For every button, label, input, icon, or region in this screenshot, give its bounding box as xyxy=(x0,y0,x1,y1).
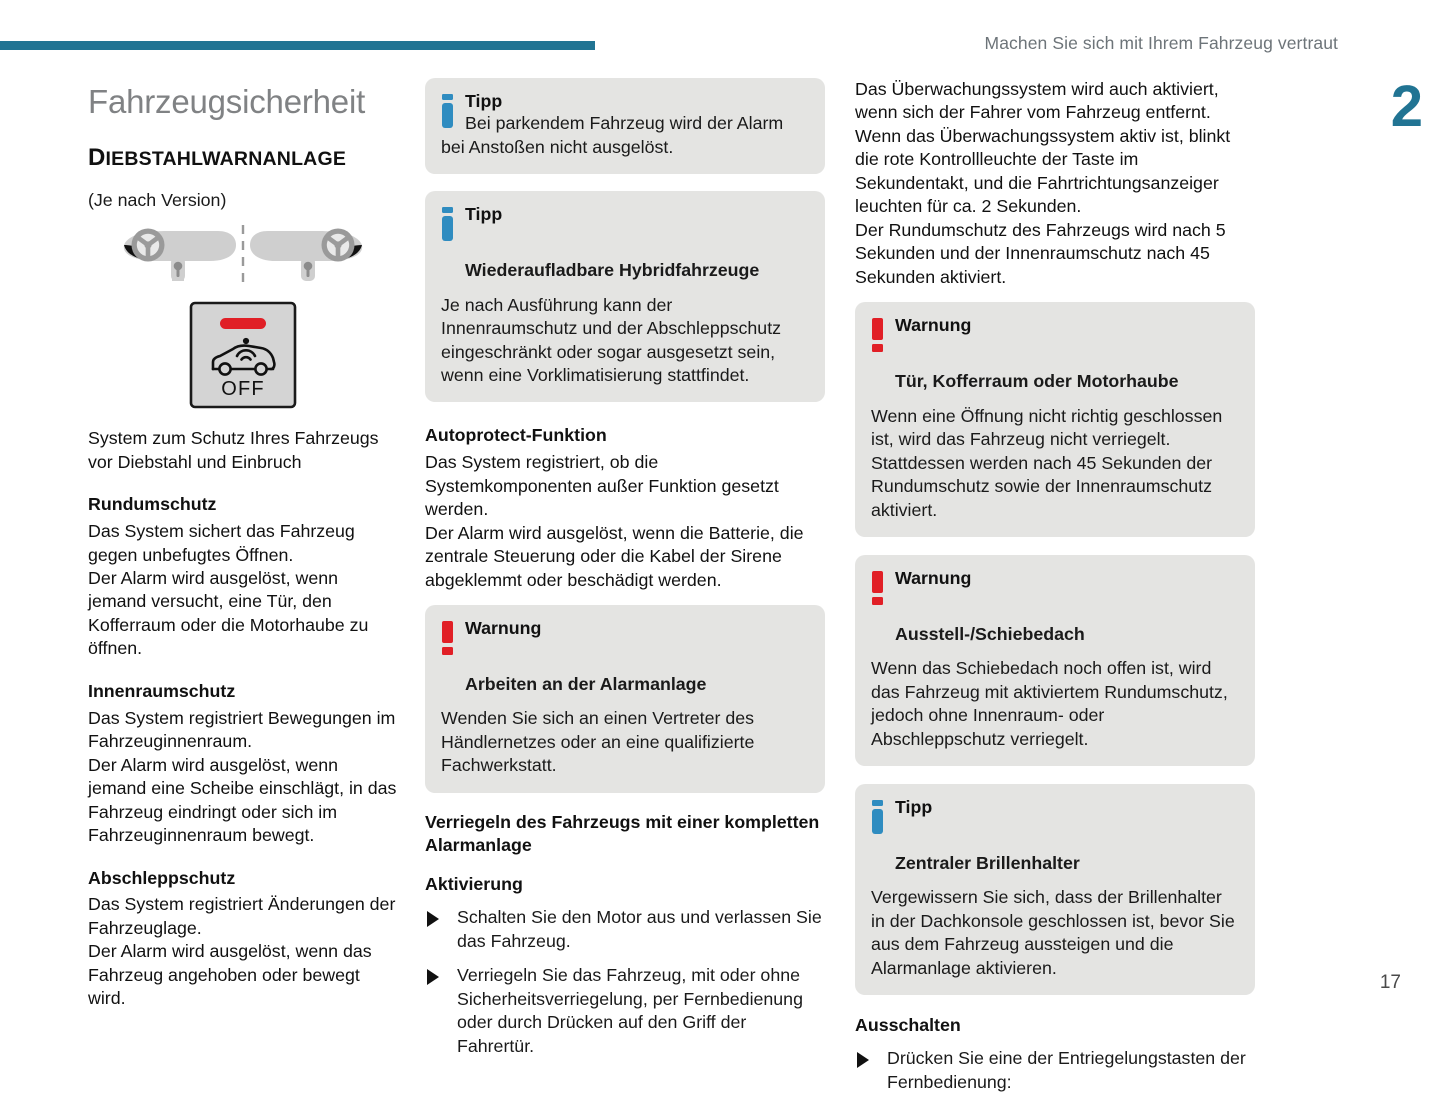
header-accent-rule xyxy=(0,41,595,50)
list-item xyxy=(425,906,825,953)
triangle-bullet-icon xyxy=(427,911,439,927)
subheading-abschleppschutz: Abschleppschutz xyxy=(88,867,236,888)
paragraph-abschleppschutz-1: Das System registriert Änderungen der Fahrzeuglage. xyxy=(88,894,396,938)
exclamation-icon xyxy=(871,568,884,610)
callout-header xyxy=(441,204,809,246)
paragraph-ueberwachung-1: Das Überwachungssystem wird auch aktiviert, wenn sich der Fahrer vom Fahrzeug entfernt. Wenn das Überwachungssystem aktiv ist, blinkt die rote Kontrollleuchte der Taste im Sekundentakt, und die Fahrtrichtungsanzeiger leuchten für ca. 2 Sekunden. xyxy=(855,79,1231,217)
version-note: (Je nach Version) xyxy=(88,190,227,211)
callout-subtitle: Zentraler Brillenhalter xyxy=(895,853,1080,874)
callout-label: Warnung xyxy=(895,315,972,336)
header-title: Machen Sie sich mit Ihrem Fahrzeug vertraut xyxy=(984,33,1338,53)
paragraph-rundumschutz-1: Das System sichert das Fahrzeug gegen unbefugtes Öffnen. xyxy=(88,521,355,565)
info-icon xyxy=(441,204,454,246)
page-columns xyxy=(0,74,1445,1105)
paragraph-rundumschutz-2: Der Alarm wird ausgelöst, wenn jemand versucht, eine Tür, den Kofferraum oder die Motorhaube zu öffnen. xyxy=(88,568,369,659)
chapter-number: 2 xyxy=(1390,74,1423,139)
callout-subtitle: Tür, Kofferraum oder Motorhaube xyxy=(895,371,1179,392)
paragraph-abschleppschutz-2: Der Alarm wird ausgelöst, wenn das Fahrzeug angehoben oder bewegt wird. xyxy=(88,941,372,1009)
callout-header xyxy=(441,618,809,660)
subheading-innenraumschutz: Innenraumschutz xyxy=(88,680,236,701)
callout-body: Je nach Ausführung kann der Innenraumschutz und der Abschleppschutz eingeschränkt oder sogar ausgesetzt sein, wenn eine Vorklimatisierung stattfindet. xyxy=(441,294,782,385)
callout-subtitle: Wiederaufladbare Hybridfahrzeuge xyxy=(465,260,760,281)
page-title: Fahrzeugsicherheit xyxy=(88,83,366,120)
callout-label: Warnung xyxy=(895,568,972,589)
door-handle-pair-illustration xyxy=(88,225,398,287)
paragraph-innenraumschutz-1: Das System registriert Bewegungen im Fahrzeuginnenraum. xyxy=(88,707,396,752)
activation-steps-list xyxy=(425,906,825,1058)
paragraph-innenraumschutz-2: Der Alarm wird ausgelöst, wenn jemand eine Scheibe einschlägt, in das Fahrzeug eindringt oder sich im Fahrzeuginnenraum bewegt. xyxy=(88,754,397,846)
list-item-label: Verriegeln Sie das Fahrzeug, mit oder ohne Sicherheitsverriegelung, per Fernbedienung oder durch Drücken auf den Griff der Fahrertür. xyxy=(457,965,803,1056)
paragraph-autoprotect-2: Der Alarm wird ausgelöst, wenn die Batterie, die zentrale Steuerung oder die Kabel der Sirene abgeklemmt oder beschädigt werden. xyxy=(425,522,804,590)
alarm-off-button-illustration xyxy=(88,301,398,409)
column-right xyxy=(855,78,1275,1105)
callout-warning-tuer xyxy=(855,302,1255,537)
exclamation-icon xyxy=(441,618,454,660)
callout-body: bei Anstoßen nicht ausgelöst. xyxy=(441,136,674,157)
svg-text:OFF: OFF xyxy=(221,378,265,401)
list-item-label: Drücken Sie eine der Entriegelungstasten der Fernbedienung: xyxy=(887,1048,1246,1092)
deactivation-steps-list xyxy=(855,1047,1255,1094)
callout-label: Tipp xyxy=(465,204,503,225)
callout-warning-schiebedach xyxy=(855,555,1255,766)
callout-header xyxy=(441,91,809,136)
section-heading-rest: IEBSTAHLWARNANLAGE xyxy=(105,148,347,171)
subheading-aktivierung: Aktivierung xyxy=(425,874,523,895)
paragraph-ueberwachung-2: Der Rundumschutz des Fahrzeugs wird nach 5 Sekunden und der Innenraumschutz nach 45 Sekunden aktiviert. xyxy=(855,219,1226,287)
callout-header xyxy=(871,797,1239,839)
callout-label: Warnung xyxy=(465,618,542,639)
callout-label: Tipp xyxy=(465,91,503,111)
callout-header xyxy=(871,568,1239,610)
callout-body: Vergewissern Sie sich, dass der Brillenhalter in der Dachkonsole geschlossen ist, bevor Sie aus dem Fahrzeug aussteigen und die Alarmanlage aktivieren. xyxy=(871,887,1235,978)
callout-tip-parken xyxy=(425,78,825,174)
section-heading-initial: D xyxy=(88,144,106,172)
subheading-verriegeln: Verriegeln des Fahrzeugs mit einer kompletten Alarmanlage xyxy=(425,811,820,855)
section-heading xyxy=(88,144,398,172)
list-item xyxy=(855,1047,1255,1094)
callout-tip-hybrid xyxy=(425,191,825,402)
callout-warning-alarmanlage xyxy=(425,605,825,793)
callout-firstline: Bei parkendem Fahrzeug wird der Alarm xyxy=(465,113,784,134)
intro-paragraph: System zum Schutz Ihres Fahrzeugs vor Diebstahl und Einbruch xyxy=(88,428,379,472)
triangle-bullet-icon xyxy=(427,969,439,985)
callout-subtitle: Arbeiten an der Alarmanlage xyxy=(465,674,707,695)
paragraph-autoprotect-1: Das System registriert, ob die Systemkomponenten außer Funktion gesetzt werden. xyxy=(425,452,779,520)
column-middle xyxy=(425,78,855,1105)
triangle-bullet-icon xyxy=(857,1052,869,1068)
subheading-rundumschutz: Rundumschutz xyxy=(88,494,217,515)
callout-header xyxy=(871,315,1239,357)
callout-tip-brillenhalter xyxy=(855,784,1255,995)
list-item xyxy=(425,964,825,1058)
column-left xyxy=(0,78,425,1105)
callout-body: Wenn eine Öffnung nicht richtig geschlossen ist, wird das Fahrzeug nicht verriegelt. Stattdessen werden nach 45 Sekunden der Rundumschutz sowie der Innenraumschutz aktiviert. xyxy=(871,405,1223,520)
callout-body: Wenn das Schiebedach noch offen ist, wird das Fahrzeug mit aktiviertem Rundumschutz, jedoch ohne Innenraum- oder Abschleppschutz verriegelt. xyxy=(871,658,1228,749)
info-icon xyxy=(871,797,884,839)
callout-label: Tipp xyxy=(895,797,933,818)
callout-subtitle: Ausstell-/Schiebedach xyxy=(895,624,1085,645)
list-item-label: Schalten Sie den Motor aus und verlassen Sie das Fahrzeug. xyxy=(457,907,822,951)
callout-body: Wenden Sie sich an einen Vertreter des Händlernetzes oder an eine qualifizierte Fachwerkstatt. xyxy=(441,708,755,776)
info-icon xyxy=(441,91,454,133)
subheading-autoprotect: Autoprotect-Funktion xyxy=(425,425,607,446)
callout-text-wrap xyxy=(465,91,783,136)
subheading-ausschalten: Ausschalten xyxy=(855,1015,961,1036)
page-number: 17 xyxy=(1379,972,1401,993)
exclamation-icon xyxy=(871,315,884,357)
